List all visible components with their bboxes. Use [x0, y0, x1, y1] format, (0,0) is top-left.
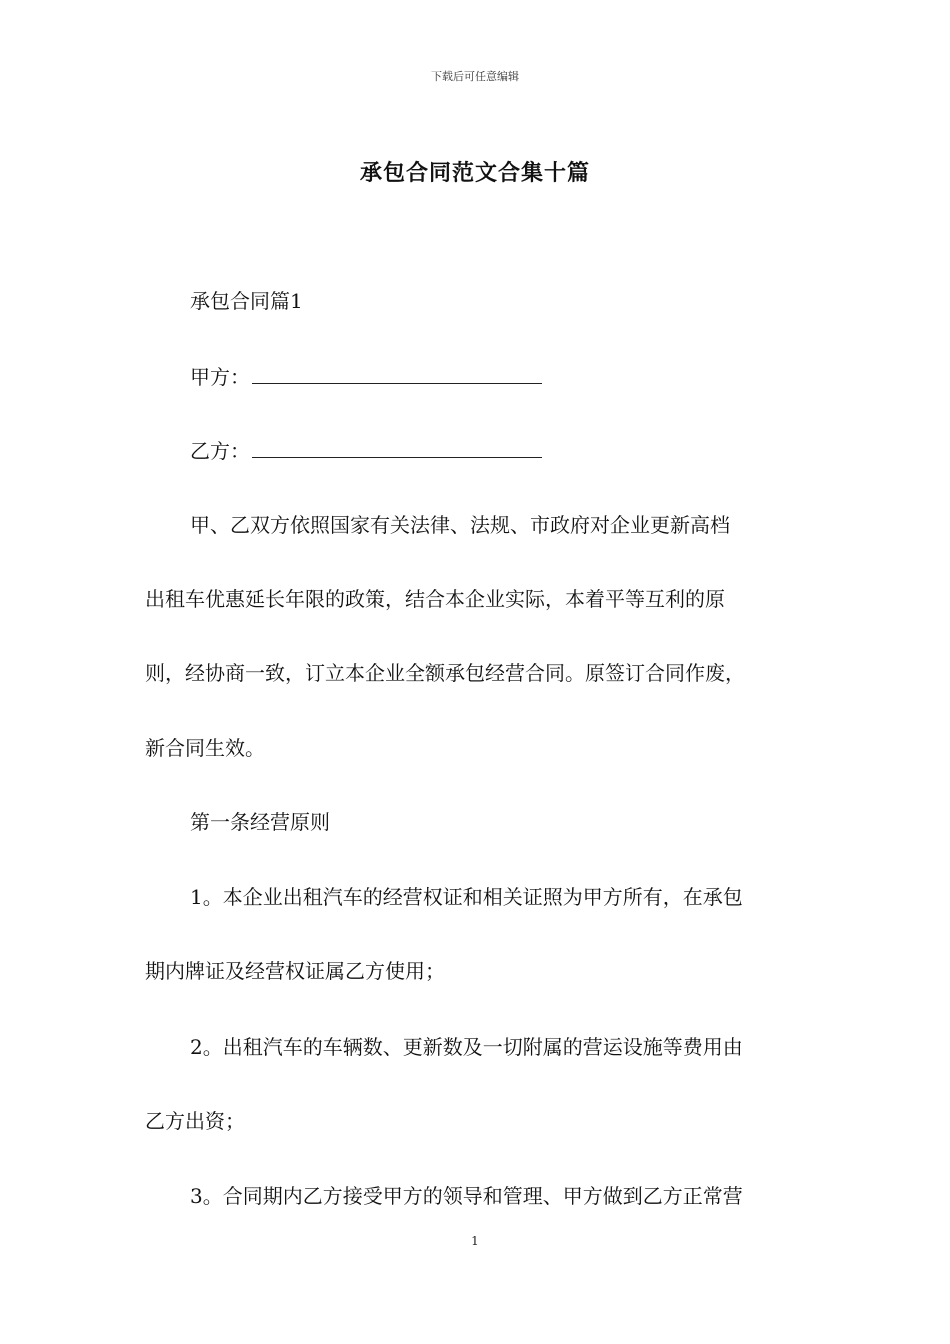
party-b-label: 乙方： [190, 439, 250, 463]
section-title: 承包合同篇1 [190, 289, 303, 313]
party-a-label: 甲方： [190, 365, 250, 389]
article-heading: 第一条经营原则 [190, 810, 330, 834]
paragraph-line: 甲、乙双方依照国家有关法律、法规、市政府对企业更新高档 [190, 513, 730, 537]
paragraph-line: 乙方出资； [145, 1109, 245, 1133]
page-number: 1 [471, 1234, 479, 1248]
paragraph-line: 出租车优惠延长年限的政策，结合本企业实际，本着平等互利的原 [145, 587, 725, 611]
paragraph-line: 则，经协商一致，订立本企业全额承包经营合同。原签订合同作废， [145, 661, 745, 685]
party-a-blank [252, 363, 542, 384]
header-note: 下载后可任意编辑 [431, 70, 519, 83]
party-a-line [190, 363, 542, 390]
paragraph-line: 2。出租汽车的车辆数、更新数及一切附属的营运设施等费用由 [190, 1035, 743, 1059]
document-title: 承包合同范文合集十篇 [359, 160, 590, 186]
paragraph-line: 期内牌证及经营权证属乙方使用； [145, 959, 445, 983]
paragraph-line: 3。合同期内乙方接受甲方的领导和管理、甲方做到乙方正常营 [190, 1184, 743, 1208]
paragraph-line: 新合同生效。 [145, 736, 265, 760]
party-b-blank [252, 437, 542, 458]
paragraph-line: 1。本企业出租汽车的经营权证和相关证照为甲方所有，在承包 [190, 885, 743, 909]
party-b-line [190, 437, 542, 464]
